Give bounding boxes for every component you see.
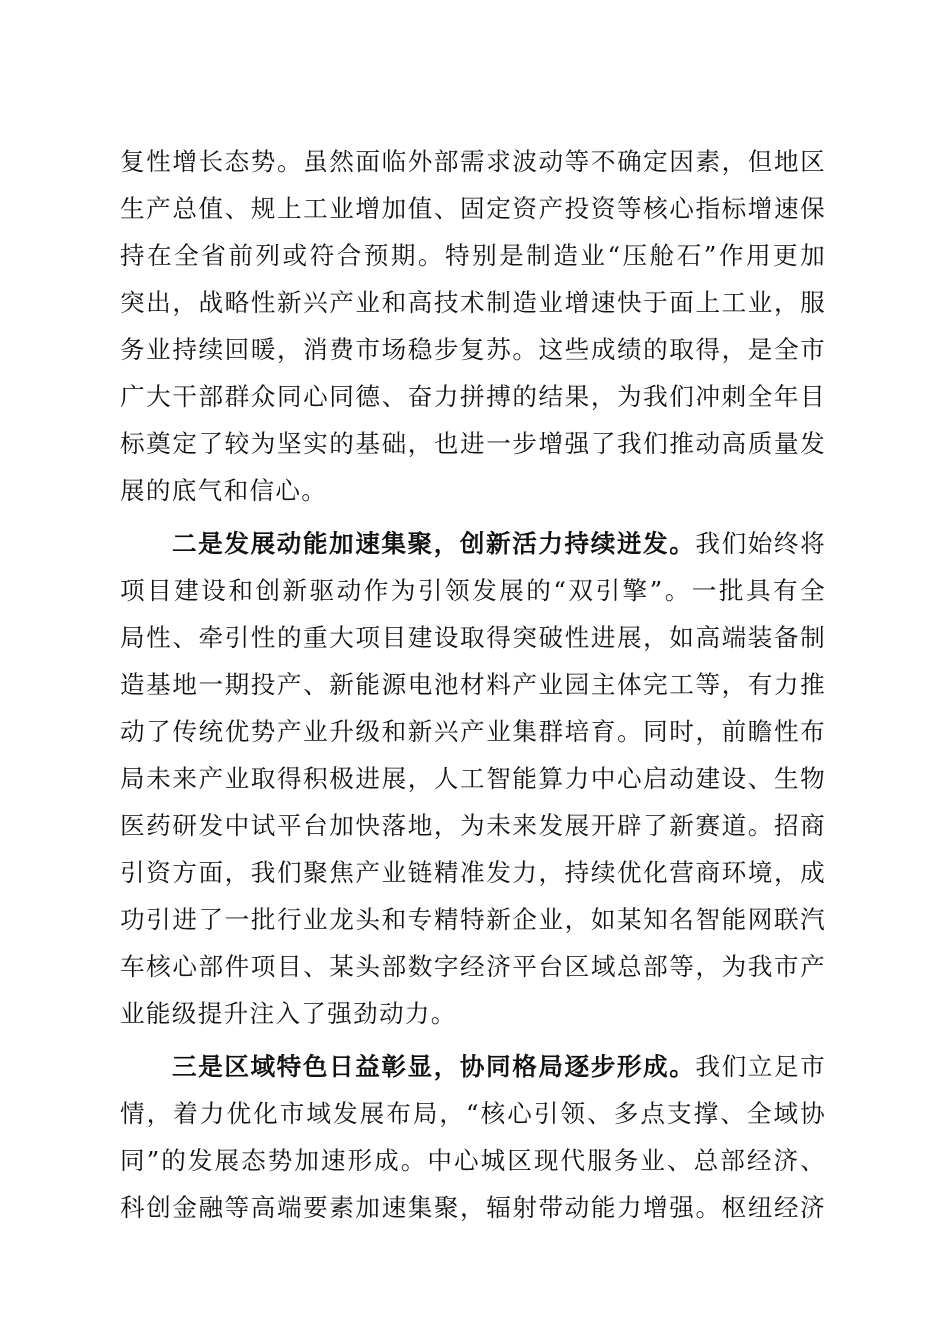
text-line: 业能级提升注入了强劲动力。	[120, 999, 457, 1028]
text-line: 展的底气和信心。	[120, 476, 328, 505]
text-line: 造基地一期投产、新能源电池材料产业园主体完工等，有力推	[120, 670, 826, 699]
text-line: 局性、牵引性的重大项目建设取得突破性进展，如高端装备制	[120, 623, 826, 652]
text-line: 情，着力优化市域发展布局，“核心引领、多点支撑、全域协	[120, 1099, 826, 1128]
text-line: 引资方面，我们聚焦产业链精准发力，持续优化营商环境，成	[120, 858, 826, 887]
text-line: 医药研发中试平台加快落地，为未来发展开辟了新赛道。招商	[120, 811, 826, 840]
text-line: 同”的发展态势加速形成。中心城区现代服务业、总部经济、	[120, 1146, 826, 1175]
text-line: 功引进了一批行业龙头和专精特新企业，如某知名智能网联汽	[120, 905, 826, 934]
text-line: 务业持续回暖，消费市场稳步复苏。这些成绩的取得，是全市	[120, 335, 826, 364]
text-line	[120, 1043, 826, 1090]
paragraph-3	[120, 1043, 826, 1231]
document-page	[120, 138, 826, 1231]
paragraph-heading: 三是区域特色日益彰显，协同格局逐步形成。	[172, 1052, 696, 1081]
paragraph-text: 我们立足市	[695, 1052, 826, 1081]
text-line	[120, 520, 826, 567]
text-line: 车核心部件项目、某头部数字经济平台区域总部等，为我市产	[120, 952, 826, 981]
paragraph-1	[120, 138, 826, 514]
text-line: 项目建设和创新驱动作为引领发展的“双引擎”。一批具有全	[120, 576, 826, 605]
text-line: 生产总值、规上工业增加值、固定资产投资等核心指标增速保	[120, 194, 826, 223]
text-line: 突出，战略性新兴产业和高技术制造业增速快于面上工业，服	[120, 288, 826, 317]
text-line: 广大干部群众同心同德、奋力拼搏的结果，为我们冲刺全年目	[120, 382, 826, 411]
text-line: 动了传统优势产业升级和新兴产业集群培育。同时，前瞻性布	[120, 717, 826, 746]
text-line: 标奠定了较为坚实的基础，也进一步增强了我们推动高质量发	[120, 429, 826, 458]
text-line: 局未来产业取得积极进展，人工智能算力中心启动建设、生物	[120, 764, 826, 793]
paragraph-text: 我们始终将	[695, 529, 826, 558]
text-line: 持在全省前列或符合预期。特别是制造业“压舱石”作用更加	[120, 241, 826, 270]
text-line: 科创金融等高端要素加速集聚，辐射带动能力增强。枢纽经济	[120, 1193, 826, 1222]
text-line: 复性增长态势。虽然面临外部需求波动等不确定因素，但地区	[120, 147, 826, 176]
paragraph-heading: 二是发展动能加速集聚，创新活力持续迸发。	[172, 529, 696, 558]
paragraph-2	[120, 520, 826, 1037]
